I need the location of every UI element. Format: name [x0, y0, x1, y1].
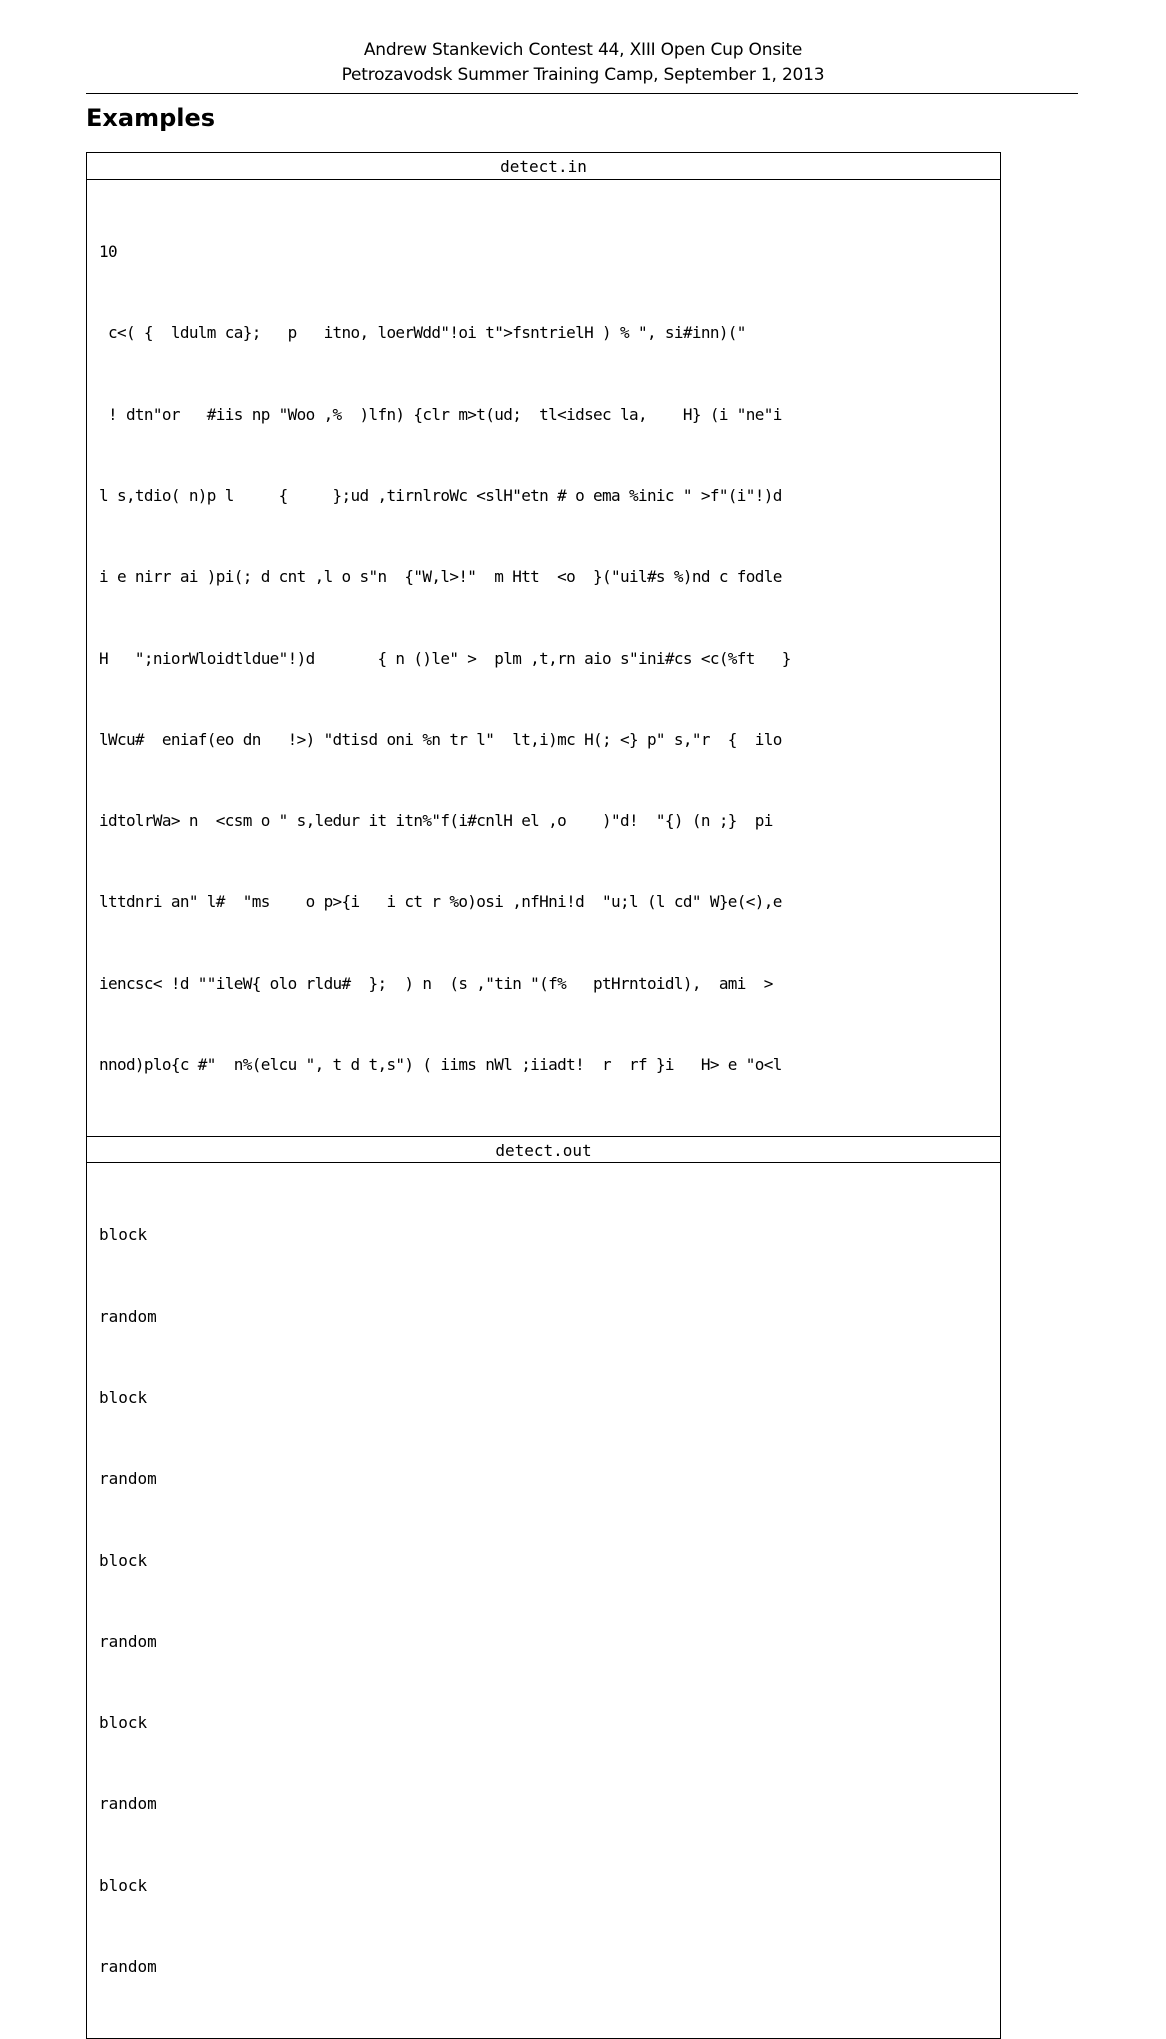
input-line: idtolrWa> n <csm o " s,ledur it itn%"f(i#cnlH el ,o )"d! "{) (n ;} pi: [99, 811, 773, 831]
header-rule: [86, 93, 1078, 94]
input-content: [87, 180, 1000, 1136]
output-line: random: [99, 1957, 157, 1976]
output-line: random: [99, 1469, 157, 1489]
input-line: l s,tdio( n)p l { };ud ,tirnlroWc <slH"etn # o ema %inic " >f"(i"!)d: [99, 486, 782, 506]
output-line: random: [99, 1631, 157, 1651]
input-line: iencsc< !d ""ileW{ olo rldu# }; ) n (s ,"tin "(f% ptHrntoidl), ami >: [99, 973, 773, 993]
header-contest-line: Andrew Stankevich Contest 44, XIII Open Cup Onsite: [363, 40, 803, 60]
example-table: [86, 152, 1001, 2039]
input-line: lWcu# eniaf(eo dn !>) "dtisd oni %n tr l" lt,i)mc H(; <} p" s,"r { ilo: [99, 729, 782, 749]
output-line: random: [99, 1794, 157, 1814]
output-line: block: [99, 1875, 148, 1895]
output-line: block: [99, 1225, 148, 1245]
output-line: random: [99, 1306, 157, 1326]
input-line: 10: [99, 242, 117, 262]
input-line: i e nirr ai )pi(; d cnt ,l o s"n {"W,l>!" m Htt <o }("uil#s %)nd c fodle: [99, 567, 782, 587]
header-camp-line: Petrozavodsk Summer Training Camp, September 1, 2013: [341, 65, 825, 85]
page-header: [0, 38, 1166, 88]
input-line: nnod)plo{c #" n%(elcu ", t d t,s") ( iims nWl ;iiadt! r rf }i H> e "o<l: [99, 1055, 782, 1074]
output-line: block: [99, 1550, 148, 1570]
input-line: c<( { ldulm ca}; p itno, loerWdd"!oi t">fsntrielH ) % ", si#inn)(": [99, 323, 746, 343]
input-file-header: detect.in: [87, 153, 1000, 180]
input-line: ! dtn"or #iis np "Woo ,% )lfn) {clr m>t(ud; tl<idsec la, H} (i "ne"i: [99, 404, 782, 424]
input-line: H ";niorWloidtldue"!)d { n ()le" > plm ,t,rn aio s"ini#cs <c(%ft }: [99, 648, 791, 668]
output-file-header: detect.out: [87, 1136, 1000, 1163]
output-content: [87, 1163, 1000, 2038]
section-title: Examples: [86, 104, 216, 132]
output-line: block: [99, 1388, 148, 1408]
output-line: block: [99, 1713, 148, 1733]
input-line: lttdnri an" l# "ms o p>{i i ct r %o)osi ,nfHni!d "u;l (l cd" W}e(<),e: [99, 892, 782, 912]
